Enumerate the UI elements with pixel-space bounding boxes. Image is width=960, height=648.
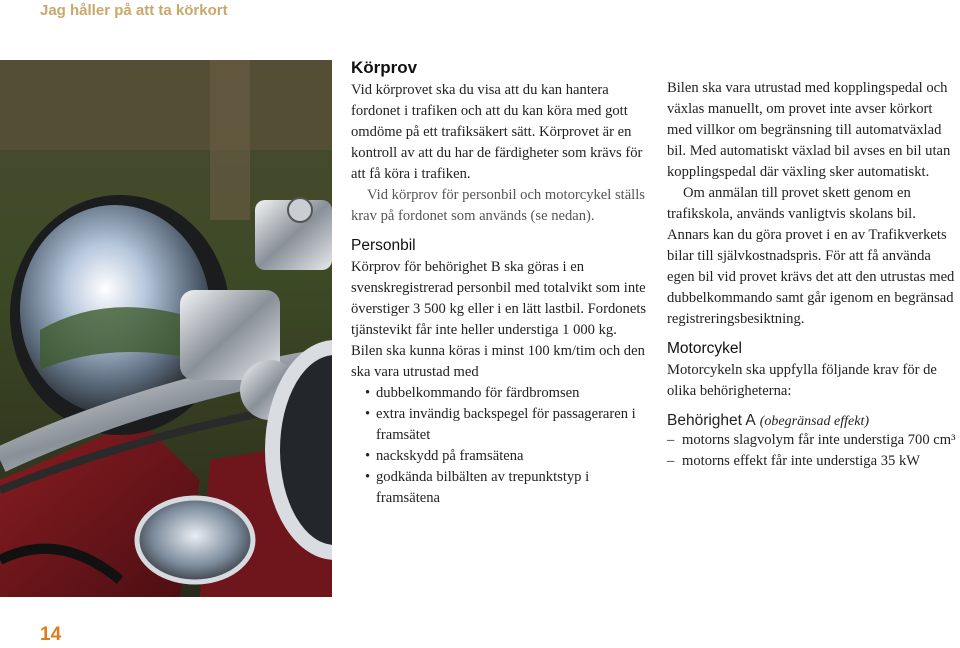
list-item: • nackskydd på framsätena [365,446,651,467]
behorighet-a-heading [667,412,960,430]
personbil-paragraph: Körprov för behörighet B ska göras i en svenskregistrerad personbil med totalvikt som inte överstiger 3 500 kg eller i en lätt lastbil. Fordonets tjänstevikt får inte heller understiga 1 000 kg. Bilen ska kunna köras i minst 100 km/tim och den ska vara utrustad med [351,259,647,380]
behorighet-a-label: Behörighet A [667,412,756,429]
section-heading-motorcykel: Motorcykel [667,340,742,357]
section-heading-personbil: Personbil [351,237,416,254]
list-item: – motorns effekt får inte understiga 35 kW [667,451,960,472]
korprov-intro-paragraph: Vid körprovet ska du visa att du kan hantera fordonet i trafiken och att du kan köra med gott omdöme på ett trafiksäkert sätt. Körprovet är en kontroll av att du har de färdigheter som krävs för att få köra i trafiken. [351,82,643,182]
list-item: • godkända bilbälten av trepunktstyp i framsätena [365,467,651,509]
motorcycle-photo [0,60,332,597]
page-number: 14 [40,624,62,645]
list-item: • extra invändig backspegel för passageraren i framsätet [365,404,651,446]
behorighet-a-requirements [667,430,960,472]
behorighet-a-note: (obegränsad effekt) [759,414,870,429]
left-text-column [351,58,651,509]
korprov-vehicle-requirement-paragraph: Vid körprov för personbil och motorcykel ställs krav på fordonet som används (se nedan). [351,187,645,224]
school-car-paragraph: Om anmälan till provet skett genom en trafikskola, används vanligtvis skolans bil. Annars kan du göra provet i en av Trafikverkets bilar till självkostnadspris. För att få använda egen bil vid provet krävs det att den utrustas med dubbelkommando samt går igenom en begränsad registreringsbesiktning. [667,185,955,327]
list-item: • dubbelkommando för färdbromsen [365,383,651,404]
equipment-bullet-list [351,383,651,509]
running-head-title: Jag håller på att ta körkort [40,2,228,19]
list-item: – motorns slagvolym får inte understiga 700 cm³ [667,430,960,451]
clutch-pedal-paragraph: Bilen ska vara utrustad med kopplingspedal och växlas manuellt, om provet inte avser körkort med villkor om begränsning till automatväxlad bil. Med automatiskt växlad bil avses en bil utan kopplingspedal där växling sker automatiskt. [667,80,951,180]
motorcykel-paragraph: Motorcykeln ska uppfylla följande krav för de olika behörigheterna: [667,362,937,399]
right-text-column [667,78,960,472]
section-title-korprov: Körprov [351,58,418,77]
